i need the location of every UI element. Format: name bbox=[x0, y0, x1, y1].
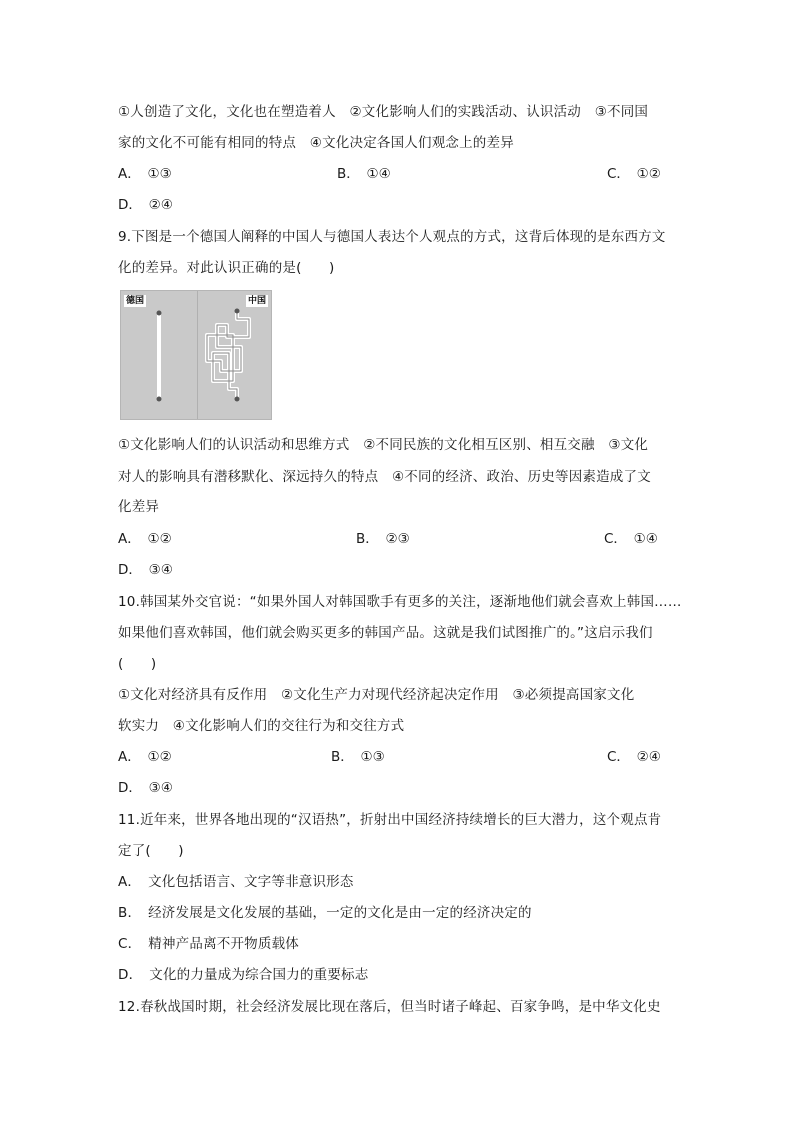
q9-options-row bbox=[118, 530, 678, 548]
q10-stem-line-2: 如果他们喜欢韩国，他们就会购买更多的韩国产品。这就是我们试图推广的。”这启示我们 bbox=[118, 625, 653, 641]
q8-option-c: C． ①② bbox=[607, 166, 661, 182]
q9-options-row-2 bbox=[118, 561, 678, 579]
q10-stem-line-3: ( ) bbox=[118, 656, 157, 672]
q9-statement-line-3: 化差异 bbox=[118, 499, 160, 515]
q11-option-b: B． 经济发展是文化发展的基础，一定的文化是由一定的经济决定的 bbox=[118, 905, 532, 921]
q9-statement-line-2: 对人的影响具有潜移默化、深远持久的特点 ④不同的经济、政治、历史等因素造成了文 bbox=[118, 469, 651, 485]
q10-statement-line-2: 软实力 ④文化影响人们的交往行为和交往方式 bbox=[118, 718, 405, 734]
q10-statement-line-1: ①文化对经济具有反作用 ②文化生产力对现代经济起决定作用 ③必须提高国家文化 bbox=[118, 687, 635, 703]
q9-stem-line-1: 9.下图是一个德国人阐释的中国人与德国人表达个人观点的方式，这背后体现的是东西方文 bbox=[118, 229, 666, 245]
q8-statement-line-2: 家的文化不可能有相同的特点 ④文化决定各国人们观念上的差异 bbox=[118, 135, 514, 151]
q9-figure bbox=[120, 290, 272, 420]
q8-options-row-2 bbox=[118, 196, 678, 214]
q11-option-c: C． 精神产品离不开物质载体 bbox=[118, 936, 299, 952]
q11-option-d: D． 文化的力量成为综合国力的重要标志 bbox=[118, 967, 369, 983]
q8-option-a: A． ①③ bbox=[118, 166, 172, 182]
figure-label-germany: 德国 bbox=[126, 296, 145, 306]
q11-stem-line-2: 定了( ) bbox=[118, 843, 184, 859]
q9-option-a: A． ①② bbox=[118, 531, 172, 547]
figure-label-china: 中国 bbox=[248, 296, 267, 306]
q10-options-row-2 bbox=[118, 779, 678, 797]
q10-option-a: A． ①② bbox=[118, 749, 172, 765]
q11-option-a: A． 文化包括语言、文字等非意识形态 bbox=[118, 874, 354, 890]
q12-stem-line-1: 12.春秋战国时期，社会经济发展比现在落后，但当时诸子峰起、百家争鸣，是中华文化史 bbox=[118, 999, 661, 1015]
figure-paths-illustration bbox=[121, 291, 271, 419]
q10-option-d: D． ③④ bbox=[118, 780, 173, 796]
q9-option-c: C． ①④ bbox=[604, 531, 658, 547]
q8-option-b: B． ①④ bbox=[337, 166, 391, 182]
q10-stem-line-1: 10.韩国某外交官说：“如果外国人对韩国歌手有更多的关注，逐渐地他们就会喜欢上韩国…… bbox=[118, 594, 682, 610]
q9-stem-line-2: 化的差异。对此认识正确的是( ) bbox=[118, 260, 335, 276]
q11-stem-line-1: 11.近年来，世界各地出现的“汉语热”，折射出中国经济持续增长的巨大潜力，这个观点肯 bbox=[118, 812, 662, 828]
q8-statement-line-1: ①人创造了文化，文化也在塑造着人 ②文化影响人们的实践活动、认识活动 ③不同国 bbox=[118, 104, 649, 120]
q10-option-c: C． ②④ bbox=[607, 749, 661, 765]
q9-option-d: D． ③④ bbox=[118, 562, 173, 578]
q8-options-row bbox=[118, 165, 678, 183]
q10-option-b: B． ①③ bbox=[331, 749, 385, 765]
q10-options-row bbox=[118, 748, 678, 766]
q9-statement-line-1: ①文化影响人们的认识活动和思维方式 ②不同民族的文化相互区别、相互交融 ③文化 bbox=[118, 437, 649, 453]
q9-option-b: B． ②③ bbox=[356, 531, 410, 547]
q8-option-d: D． ②④ bbox=[118, 197, 173, 213]
